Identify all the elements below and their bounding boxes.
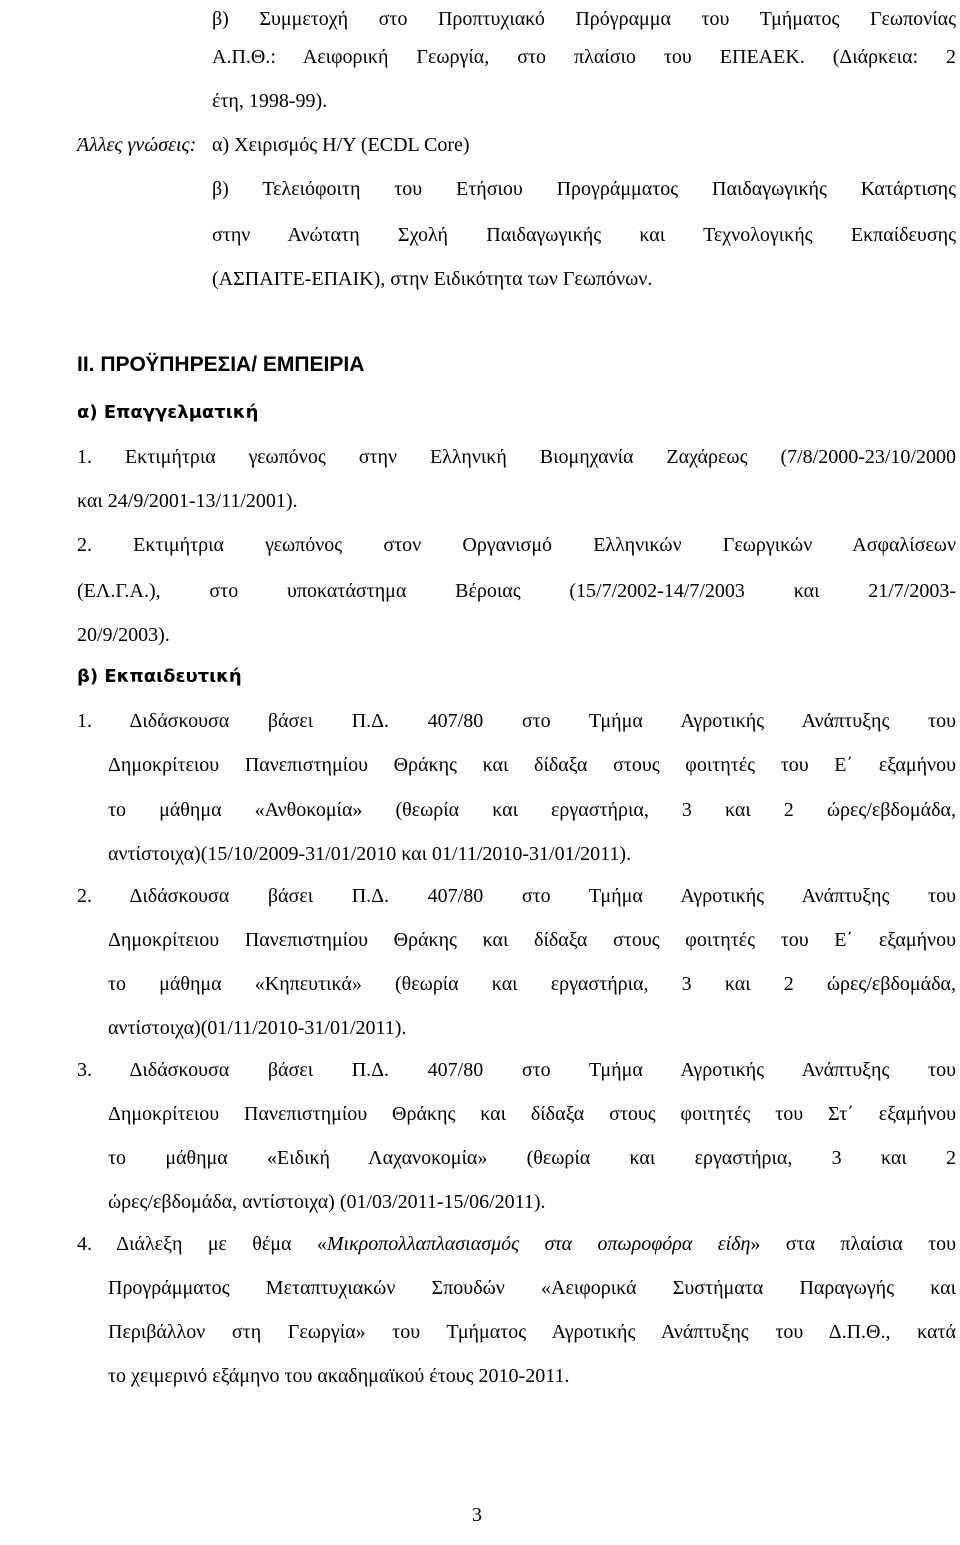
other-knowledge-item-b-line-3: (ΑΣΠΑΙΤΕ-ΕΠΑΙΚ), στην Ειδικότητα των Γεωπόνων.	[212, 268, 653, 290]
educational-item-2-line-4: αντίστοιχα)(01/11/2010-31/01/2011).	[108, 1017, 407, 1039]
professional-item-1-line-1: 1. Εκτιμήτρια γεωπόνος στην Ελληνική Βιομηχανία Ζαχάρεως (7/8/2000-23/10/2000	[77, 446, 956, 468]
educational-heading: β) Εκπαιδευτική	[77, 666, 242, 687]
educational-item-3-line-4: ώρες/εβδομάδα, αντίστοιχα) (01/03/2011-15/06/2011).	[108, 1191, 546, 1213]
page-number: 3	[472, 1504, 482, 1526]
educational-item-4-line-1-post: » στα πλαίσια του	[750, 1233, 957, 1255]
educational-item-2-line-3: το μάθημα «Κηπευτικά» (θεωρία και εργαστήρια, 3 και 2 ώρες/εβδομάδα,	[108, 973, 956, 995]
educational-item-4-line-3: Περιβάλλον στη Γεωργία» του Τμήματος Αγροτικής Ανάπτυξης του Δ.Π.Θ., κατά	[108, 1321, 956, 1343]
professional-item-2-line-3: 20/9/2003).	[77, 624, 170, 646]
professional-item-2-line-1: 2. Εκτιμήτρια γεωπόνος στον Οργανισμό Ελληνικών Γεωργικών Ασφαλίσεων	[77, 534, 956, 556]
educational-item-3-line-2: Δημοκρίτειου Πανεπιστημίου Θράκης και δίδαξα στους φοιτητές του Στ΄ εξαμήνου	[108, 1103, 956, 1125]
educational-item-4-line-1	[77, 1231, 956, 1257]
educational-item-2-line-2: Δημοκρίτειου Πανεπιστημίου Θράκης και δίδαξα στους φοιτητές του Ε΄ εξαμήνου	[108, 929, 956, 951]
educational-item-3-line-3: το μάθημα «Ειδική Λαχανοκομία» (θεωρία και εργαστήρια, 3 και 2	[108, 1147, 956, 1169]
educational-item-4-line-1-pre: 4. Διάλεξη με θέμα «	[77, 1233, 327, 1255]
other-knowledge-item-b-line-2: στην Ανώτατη Σχολή Παιδαγωγικής και Τεχνολογικής Εκπαίδευσης	[212, 224, 956, 246]
educational-item-3-line-1: 3. Διδάσκουσα βάσει Π.Δ. 407/80 στο Τμήμα Αγροτικής Ανάπτυξης του	[77, 1059, 956, 1081]
professional-heading: α) Επαγγελματική	[77, 402, 259, 423]
educational-item-1-line-1: 1. Διδάσκουσα βάσει Π.Δ. 407/80 στο Τμήμα Αγροτικής Ανάπτυξης του	[77, 710, 956, 732]
lecture-topic-title: Μικροπολλαπλασιασμός στα οπωροφόρα είδη	[326, 1233, 751, 1255]
education-line-2: Α.Π.Θ.: Αειφορική Γεωργία, στο πλαίσιο του ΕΠΕΑΕΚ. (Διάρκεια: 2	[212, 46, 956, 68]
section-heading: ΙΙ. ΠΡΟΫΠΗΡΕΣΙΑ/ ΕΜΠΕΙΡΙΑ	[77, 353, 365, 376]
educational-item-2-line-1: 2. Διδάσκουσα βάσει Π.Δ. 407/80 στο Τμήμα Αγροτικής Ανάπτυξης του	[77, 885, 956, 907]
other-knowledge-label: Άλλες γνώσεις:	[77, 134, 197, 156]
educational-item-1-line-3: το μάθημα «Ανθοκομία» (θεωρία και εργαστήρια, 3 και 2 ώρες/εβδομάδα,	[108, 799, 956, 821]
professional-item-1-line-2: και 24/9/2001-13/11/2001).	[77, 490, 298, 512]
other-knowledge-item-a: α) Χειρισμός Η/Υ (ECDL Core)	[212, 134, 470, 156]
educational-item-1-line-4: αντίστοιχα)(15/10/2009-31/01/2010 και 01/11/2010-31/01/2011).	[108, 843, 632, 865]
education-line-1: β) Συμμετοχή στο Προπτυχιακό Πρόγραμμα του Τμήματος Γεωπονίας	[212, 8, 956, 30]
educational-item-1-line-2: Δημοκρίτειου Πανεπιστημίου Θράκης και δίδαξα στους φοιτητές του Ε΄ εξαμήνου	[108, 754, 956, 776]
other-knowledge-item-b-line-1: β) Τελειόφοιτη του Ετήσιου Προγράμματος Παιδαγωγικής Κατάρτισης	[212, 178, 956, 200]
educational-item-4-line-4: το χειμερινό εξάμηνο του ακαδημαϊκού έτους 2010-2011.	[108, 1365, 570, 1387]
education-line-3: έτη, 1998-99).	[212, 90, 328, 112]
educational-item-4-line-2: Προγράμματος Μεταπτυχιακών Σπουδών «Αειφορικά Συστήματα Παραγωγής και	[108, 1277, 956, 1299]
professional-item-2-line-2: (ΕΛ.Γ.Α.), στο υποκατάστημα Βέροιας (15/7/2002-14/7/2003 και 21/7/2003-	[77, 580, 956, 602]
